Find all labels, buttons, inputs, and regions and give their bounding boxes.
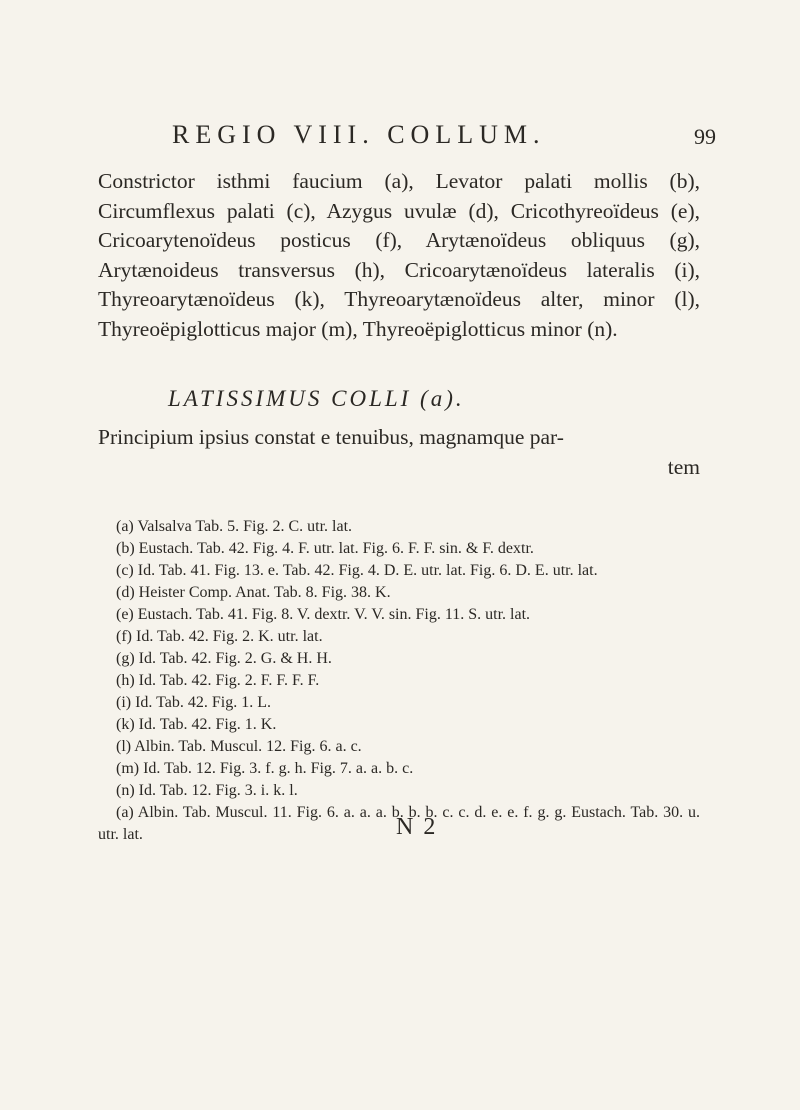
section-paragraph <box>98 423 700 482</box>
footnotes <box>98 516 700 846</box>
footnote: (n) Id. Tab. 12. Fig. 3. i. k. l. <box>116 782 298 799</box>
footnote: (c) Id. Tab. 41. Fig. 13. e. Tab. 42. Fig. 4. D. E. utr. lat. Fig. 6. D. E. utr. lat. <box>116 562 598 579</box>
footnote: (e) Eustach. Tab. 41. Fig. 8. V. dextr. V. V. sin. Fig. 11. S. utr. lat. <box>116 606 531 623</box>
footnote: (b) Eustach. Tab. 42. Fig. 4. F. utr. lat. Fig. 6. F. F. sin. & F. dextr. <box>116 540 534 557</box>
section-heading: LATISSIMUS COLLI (a). <box>168 386 465 411</box>
footnote: (h) Id. Tab. 42. Fig. 2. F. F. F. F. <box>116 672 320 689</box>
footnote: (m) Id. Tab. 12. Fig. 3. f. g. h. Fig. 7. a. a. b. c. <box>116 760 414 777</box>
section-paragraph-text: Principium ipsius constat e tenuibus, magnamque par- <box>98 425 564 449</box>
muscle-list-paragraph: Constrictor isthmi faucium (a), Levator palati mollis (b), Circumflexus palati (c), Azygus uvulæ (d), Cricothyreoïdeus (e), Cricoarytenoïdeus posticus (f), Arytænoïdeus obliquus (g), Arytænoideus transversus (h), Cricoarytænoïdeus lateralis (i), Thyreoarytænoïdeus (k), Thyreoarytænoïdeus alter, minor (l), Thyreoëpiglotticus major (m), Thyreoëpiglotticus minor (n). <box>98 169 700 341</box>
footnote: (a) Valsalva Tab. 5. Fig. 2. C. utr. lat. <box>116 518 353 535</box>
footnote: (f) Id. Tab. 42. Fig. 2. K. utr. lat. <box>116 628 323 645</box>
page-number: 99 <box>694 124 716 149</box>
signature-mark: N 2 <box>396 814 438 840</box>
footnote: (g) Id. Tab. 42. Fig. 2. G. & H. H. <box>116 650 332 667</box>
footnote: (d) Heister Comp. Anat. Tab. 8. Fig. 38. K. <box>116 584 391 601</box>
footnote: (k) Id. Tab. 42. Fig. 1. K. <box>116 716 277 733</box>
footnote: (i) Id. Tab. 42. Fig. 1. L. <box>116 694 272 711</box>
running-head: REGIO VIII. COLLUM. <box>172 120 546 149</box>
section-paragraph-catchword: tem <box>667 454 700 479</box>
footnote: (l) Albin. Tab. Muscul. 12. Fig. 6. a. c. <box>116 738 362 755</box>
footnote: (a) Albin. Tab. Muscul. 11. Fig. 6. a. a. a. b. b. b. c. c. d. e. e. f. g. g. Eustach. Tab. 30. u. utr. lat. <box>98 804 700 843</box>
